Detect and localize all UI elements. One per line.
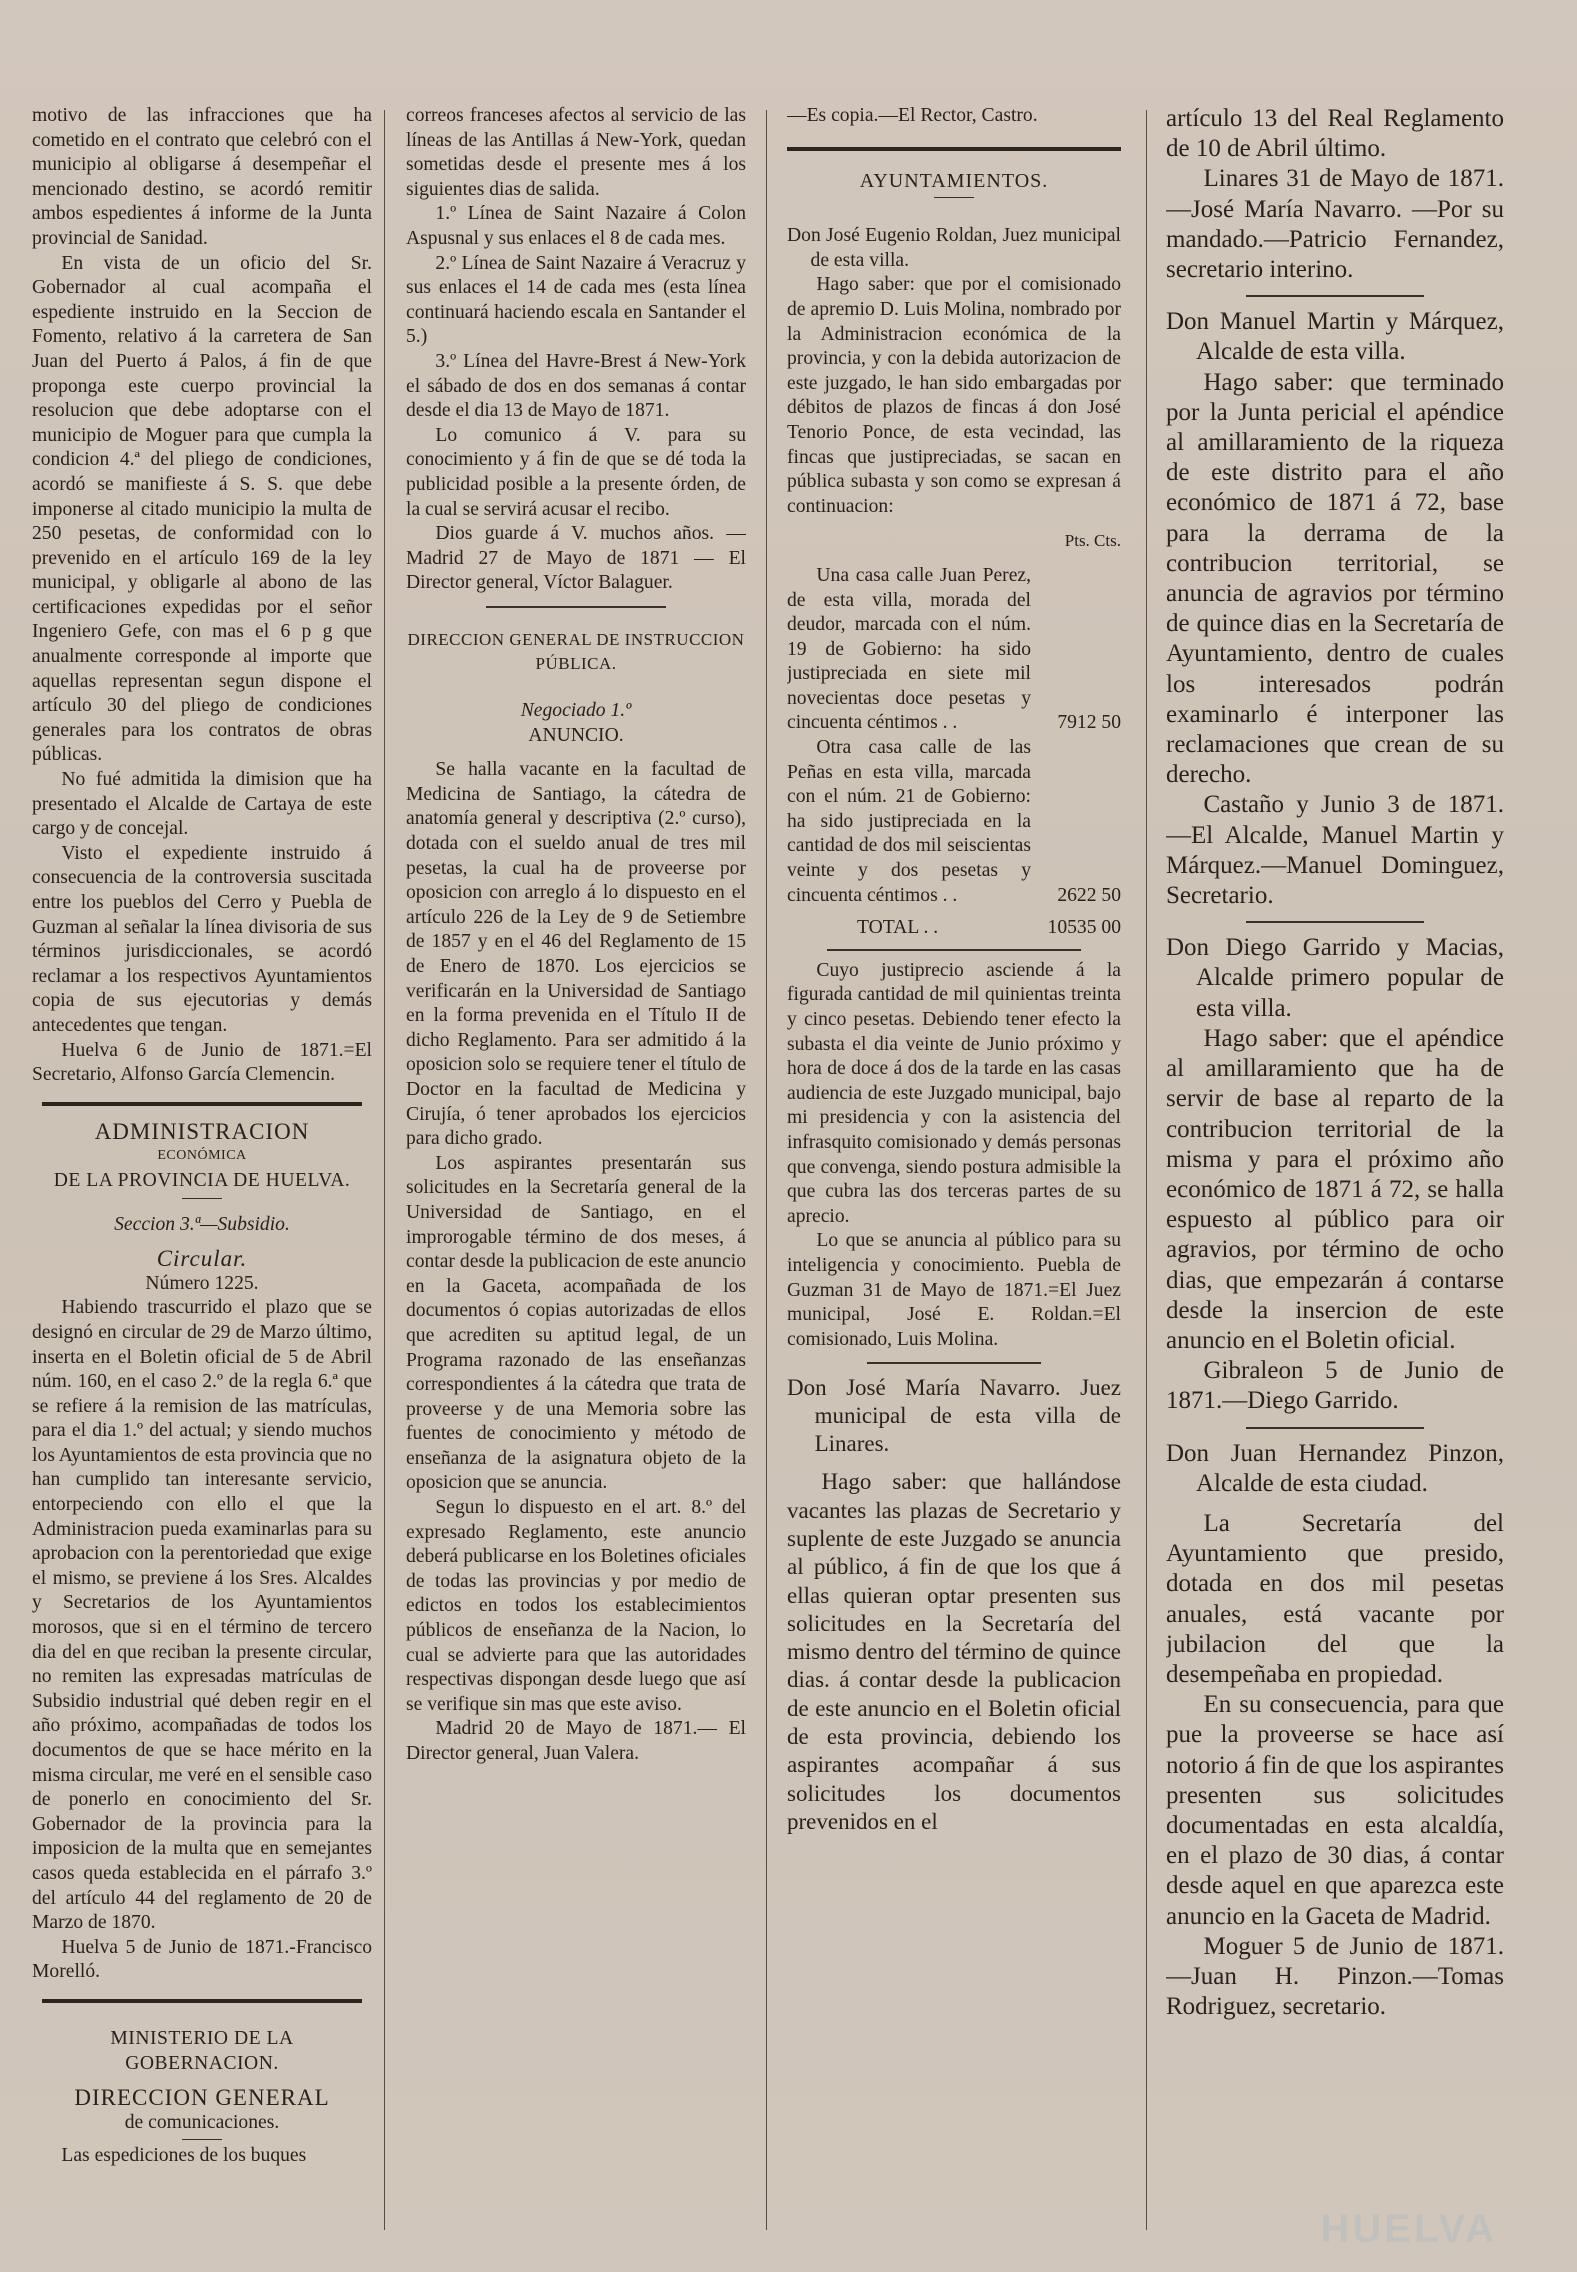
column-divider (1146, 110, 1147, 2230)
section-rule (1246, 1427, 1424, 1429)
signature-line: Moguer 5 de Junio de 1871. —Juan H. Pinzon.—Tomas Rodriguez, secretario. (1166, 1932, 1504, 2021)
total-label: TOTAL . . (857, 917, 939, 939)
property-item (787, 564, 1121, 736)
notice-author: Don Manuel Martin y Márquez, Alcalde de esta villa. (1166, 308, 1504, 366)
paragraph: La Secretaría del Ayuntamiento que presido, dotada en dos mil pesetas anuales, está vacante por jubilacion del que la desempeñaba en propiedad. (1166, 1509, 1504, 1688)
circular-heading: Circular. (156, 1246, 248, 1272)
section-subheading: DE LA PROVINCIA DE HUELVA. (53, 1169, 351, 1191)
paragraph: 2.º Línea de Saint Nazaire á Veracruz y sus enlaces el 14 de cada mes (esta línea continuará haciendo escala en Santander el 5.) (406, 252, 746, 348)
total-row (787, 916, 1121, 941)
notice-heading: ANUNCIO. (528, 724, 624, 746)
currency-header: Pts. Cts. (1064, 531, 1121, 551)
paragraph: Segun lo dispuesto en el art. 8.º del expresado Reglamento, este anuncio deberá publicarse en los Boletines oficiales de todas las provincias y por medio de edictos en todos los establecimientos públicos de enseñanza de la Nacion, lo cual se advierte para que las autoridades respectivas dispongan desde luego que así se verifique sin mas que este aviso. (406, 1497, 746, 1715)
paragraph: correos franceses afectos al servicio de las líneas de las Antillas á New-York, quedan sometidas desde el presente mes á los siguientes dias de salida. (406, 105, 746, 200)
paragraph: No fué admitida la dimision que ha presentado el Alcalde de Cartaya de este cargo y de concejal. (32, 769, 372, 840)
paragraph: En vista de un oficio del Sr. Gobernador al cual acompaña el espediente instruido en la Seccion de Fomento, relativo á la carretera de San Juan del Puerto á Palos, á fin de que proponga este cuerpo provincial la resolucion que debe adoptarse con el municipio de Moguer para que cumpla la condicion 4.ª del pliego de condiciones, acordó se manifieste á S. S. que debe imponerse al citado municipio la multa de 250 pesetas, de conformidad con lo prevenido en el artículo 169 de la ley municipal, y obligarle al abono de las certificaciones expedidas por el señor Ingeniero Gefe, con mas el 6 p g que anualmente corresponde al importe que aquellas representan segun dispone el artículo 30 del pliego de condiciones generales para los contratos de obras públicas. (32, 252, 372, 766)
signature-line: —Es copia.—El Rector, Castro. (787, 105, 1038, 126)
signature-line: Dios guarde á V. muchos años. —Madrid 27 de Mayo de 1871 — El Director general, Víctor Balaguer. (406, 523, 746, 594)
section-label: Negociado 1.º (520, 700, 632, 722)
column-3 (787, 104, 1121, 1836)
property-item (787, 736, 1121, 908)
property-description: Otra casa calle de las Peñas en esta villa, marcada con el núm. 21 de Gobierno: ha sido justipreciada en la cantidad de dos mil seiscientas veinte y dos pesetas y cincuenta céntimos . . (787, 737, 1031, 906)
column-divider (384, 110, 385, 2230)
paragraph: motivo de las infracciones que ha cometido en el contrato que celebró con el municipio al obligarse á desempeñar el mencionado destino, se acordó remitir ambos espedientes á informe de la Junta provincial de Sanidad. (32, 105, 372, 249)
short-rule (827, 949, 1081, 951)
signature-line: Huelva 5 de Junio de 1871.-Francisco Morelló. (32, 1936, 372, 1983)
short-rule (934, 197, 974, 198)
section-heading: DIRECCION GENERAL DE INSTRUCCION PÚBLICA. (407, 629, 745, 674)
paragraph: En su consecuencia, para que pue la proveerse se hace así notorio á fin de que los aspirantes presenten sus solicitudes documentadas en esta alcaldía, en el plazo de 30 dias, á contar desde aquel en que aparezca este anuncio en la Gaceta de Madrid. (1166, 1691, 1504, 1930)
number-label: Número 1225. (145, 1272, 259, 1294)
section-label: Seccion 3.ª—Subsidio. (114, 1213, 290, 1235)
paragraph: Se halla vacante en la facultad de Medicina de Santiago, la cátedra de anatomía general y descriptiva (2.º curso), dotada con el sueldo anual de tres mil pesetas, la cual ha de proveerse por oposicion con arreglo á lo dispuesto en el artículo 226 de la Ley de 9 de Setiembre de 1857 y en el 46 del Reglamento de 15 de Enero de 1870. Los ejercicios se verificarán en la Universidad de Santiago en la forma prevenida en el Título II de dicho Reglamento. Para ser admitido á la oposicion solo se requiere tener el título de Doctor en la facultad de Medicina y Cirujía, ó tener aprobados los ejercicios para dicho grado. (406, 759, 746, 1150)
short-rule (182, 2139, 222, 2140)
column-4 (1166, 104, 1504, 2022)
paragraph: Hago saber: que por el comisionado de apremio D. Luis Molina, nombrado por la Administracion económica de la provincia, y con la debida autorizacion de este juzgado, le han sido embargadas por débitos de plazos de fincas á don José Tenorio Ponce, de esta vecindad, las fincas que justipreciadas, se sacan en pública subasta y son como se expresan á continuacion: (787, 274, 1121, 517)
column-1 (32, 104, 372, 2169)
short-rule (182, 1198, 222, 1199)
paragraph: Hago saber: que hallándose vacantes las plazas de Secretario y suplente de este Juzgado se anuncia al público, á fin de que los que á ellas quieran optar presenten sus solicitudes en la Secretaría del mismo dentro del término de quince dias. á contar desde la publicacion de este anuncio en el Boletin oficial de esta provincia, debiendo los aspirantes acompañar á sus solicitudes los documentos prevenidos en el (787, 1469, 1121, 1834)
section-subheading: de comunicaciones. (124, 2111, 280, 2133)
section-rule (42, 1999, 362, 2003)
paragraph: Lo que se anuncia al público para su inteligencia y conocimiento. Puebla de Guzman 31 de Mayo de 1871.=El Juez municipal, José E. Roldan.=El comisionado, Luis Molina. (787, 1230, 1121, 1350)
watermark-logo: HUELVA (1320, 2207, 1497, 2251)
notice-author: Don José Eugenio Roldan, Juez municipal de esta villa. (787, 225, 1121, 271)
paragraph: 3.º Línea del Havre-Brest á New-York el sábado de dos en dos semanas á contar desde el dia 13 de Mayo de 1871. (406, 350, 746, 422)
paragraph: Hago saber: que el apéndice al amillaramiento que ha de servir de base al reparto de la contribucion territorial de la misma y para el próximo año económico de 1871 á 72, se halla espuesto al público para oir agravios, por término de ocho dias, que empezarán á contarse desde la insercion de este anuncio en el Boletin oficial. (1166, 1024, 1504, 1354)
signature-line: Madrid 20 de Mayo de 1871.— El Director general, Juan Valera. (406, 1718, 746, 1764)
signature-line: Linares 31 de Mayo de 1871.—José María Navarro. —Por su mandado.—Patricio Fernandez, secretario interino. (1166, 165, 1504, 284)
paragraph: Las espediciones de los buques (61, 2145, 307, 2167)
section-subheading: ECONÓMICA (157, 1148, 247, 1164)
paragraph: 1.º Línea de Saint Nazaire á Colon Aspusnal y sus enlaces el 8 de cada mes. (406, 203, 746, 249)
notice-author: Don José María Navarro. Juez municipal de esta villa de Linares. (787, 1375, 1121, 1457)
column-divider (766, 110, 767, 2230)
notice-author: Don Juan Hernandez Pinzon, Alcalde de esta ciudad. (1166, 1439, 1504, 1497)
section-heading: DIRECCION GENERAL (74, 2085, 330, 2111)
section-heading: ADMINISTRACION (94, 1118, 310, 1144)
total-value: 10535 00 (1047, 917, 1121, 939)
section-rule (1246, 921, 1424, 923)
notice-author: Don Diego Garrido y Macias, Alcalde primero popular de esta villa. (1166, 934, 1504, 1022)
property-value: 7912 50 (1057, 712, 1121, 734)
signature-line: Gibraleon 5 de Junio de 1871.—Diego Garrido. (1166, 1357, 1504, 1415)
paragraph: Cuyo justiprecio asciende á la figurada cantidad de mil quinientas treinta y cinco pesetas. Debiendo tener efecto la subasta el dia veinte de Junio próximo y hora de doce á dos de la tarde en las casas audiencia de este Juzgado municipal, bajo mi presidencia y con la asistencia del infrasquito comisionado y demás personas que convenga, siendo postura admisible la que cubra las dos terceras partes de su aprecio. (787, 959, 1121, 1227)
signature-line: Castaño y Junio 3 de 1871. —El Alcalde, Manuel Martin y Márquez.—Manuel Dominguez, Secretario. (1166, 791, 1504, 910)
section-rule (1246, 295, 1424, 297)
paragraph: Hago saber: que terminado por la Junta pericial el apéndice al amillaramiento de la riqueza de este distrito para el año económico de 1871 á 72, base para la derrama de la contribucion territorial, se anuncia de agravios por término de quince dias en la Secretaría de Ayuntamiento, dentro de cuales los interesados podrán examinarlo é interponer las reclamaciones que crean de su derecho. (1166, 368, 1504, 789)
section-rule (867, 1362, 1041, 1364)
section-heading: AYUNTAMIENTOS. (859, 169, 1049, 192)
section-heading: MINISTERIO DE LA GOBERNACION. (110, 2027, 294, 2074)
signature-line: Huelva 6 de Junio de 1871.=El Secretario, Alfonso García Clemencin. (32, 1039, 372, 1086)
paragraph: Habiendo trascurrido el plazo que se designó en circular de 29 de Marzo último, inserta en el Boletin oficial de 5 de Abril núm. 160, en el caso 2.º de la regla 6.ª que se refiere á la remision de las matrículas, para el dia 1.º del actual; y siendo muchos los Ayuntamientos de esta provincia que no han cumplido tan interesante servicio, entorpeciendo con ello el que la Administracion pueda examinarlas para su aprobacion con la perentoriedad que exige el mismo, se previene á los Sres. Alcaldes y Secretarios de los Ayuntamientos morosos, que si en el término de tercero dia del en que reciban la presente circular, no remiten las expresadas matrículas de Subsidio industrial qué deben regir en el año próximo, acompañadas de todos los documentos de que se hace mérito en la misma circular, me veré en el sensible caso de ponerlo en conocimiento del Sr. Gobernador de la provincia para la imposicion de la multa que en semejantes casos queda establecida en el párrafo 3.º del artículo 44 del reglamento de 20 de Marzo de 1870. (32, 1297, 372, 1934)
section-rule (486, 606, 666, 608)
paragraph: artículo 13 del Real Reglamento de 10 de Abril último. (1166, 105, 1504, 163)
property-value: 2622 50 (1057, 884, 1121, 906)
section-rule (42, 1102, 362, 1106)
paragraph: Lo comunico á V. para su conocimiento y á fin de que se dé toda la publicidad posible a la presente órden, de la cual se servirá acusar el recibo. (406, 424, 746, 520)
paragraph: Visto el expediente instruido á consecuencia de la controversia suscitada entre los pueblos del Cerro y Puebla de Guzman al señalar la línea divisoria de sus términos jurisdiccionales, se acordó reclamar a los respectivos Ayuntamientos copia de sus ejecutorias y demás antecedentes que tengan. (32, 842, 372, 1036)
column-2 (406, 104, 746, 1767)
property-description: Una casa calle Juan Perez, de esta villa, morada del deudor, marcada con el núm. 19 de Gobierno: ha sido justipreciada en siete mil novecientas doce pesetas y cincuenta céntimos . . (787, 564, 1031, 734)
paragraph: Los aspirantes presentarán sus solicitudes en la Secretaría general de la Universidad de Santiago, en el improrogable término de dos meses, á contar desde la publicacion de este anuncio en la Gaceta, acompañada de los documentos ó copias autorizadas de ellos que acrediten su aptitud legal, de un Programa razonado de las enseñanzas correspondientes á la cátedra que trata de proveerse y de una Memoria sobre las fuentes de conocimiento y método de enseñanza de la asignatura objeto de la oposicion que se anuncia. (406, 1152, 746, 1494)
section-rule (787, 147, 1121, 151)
